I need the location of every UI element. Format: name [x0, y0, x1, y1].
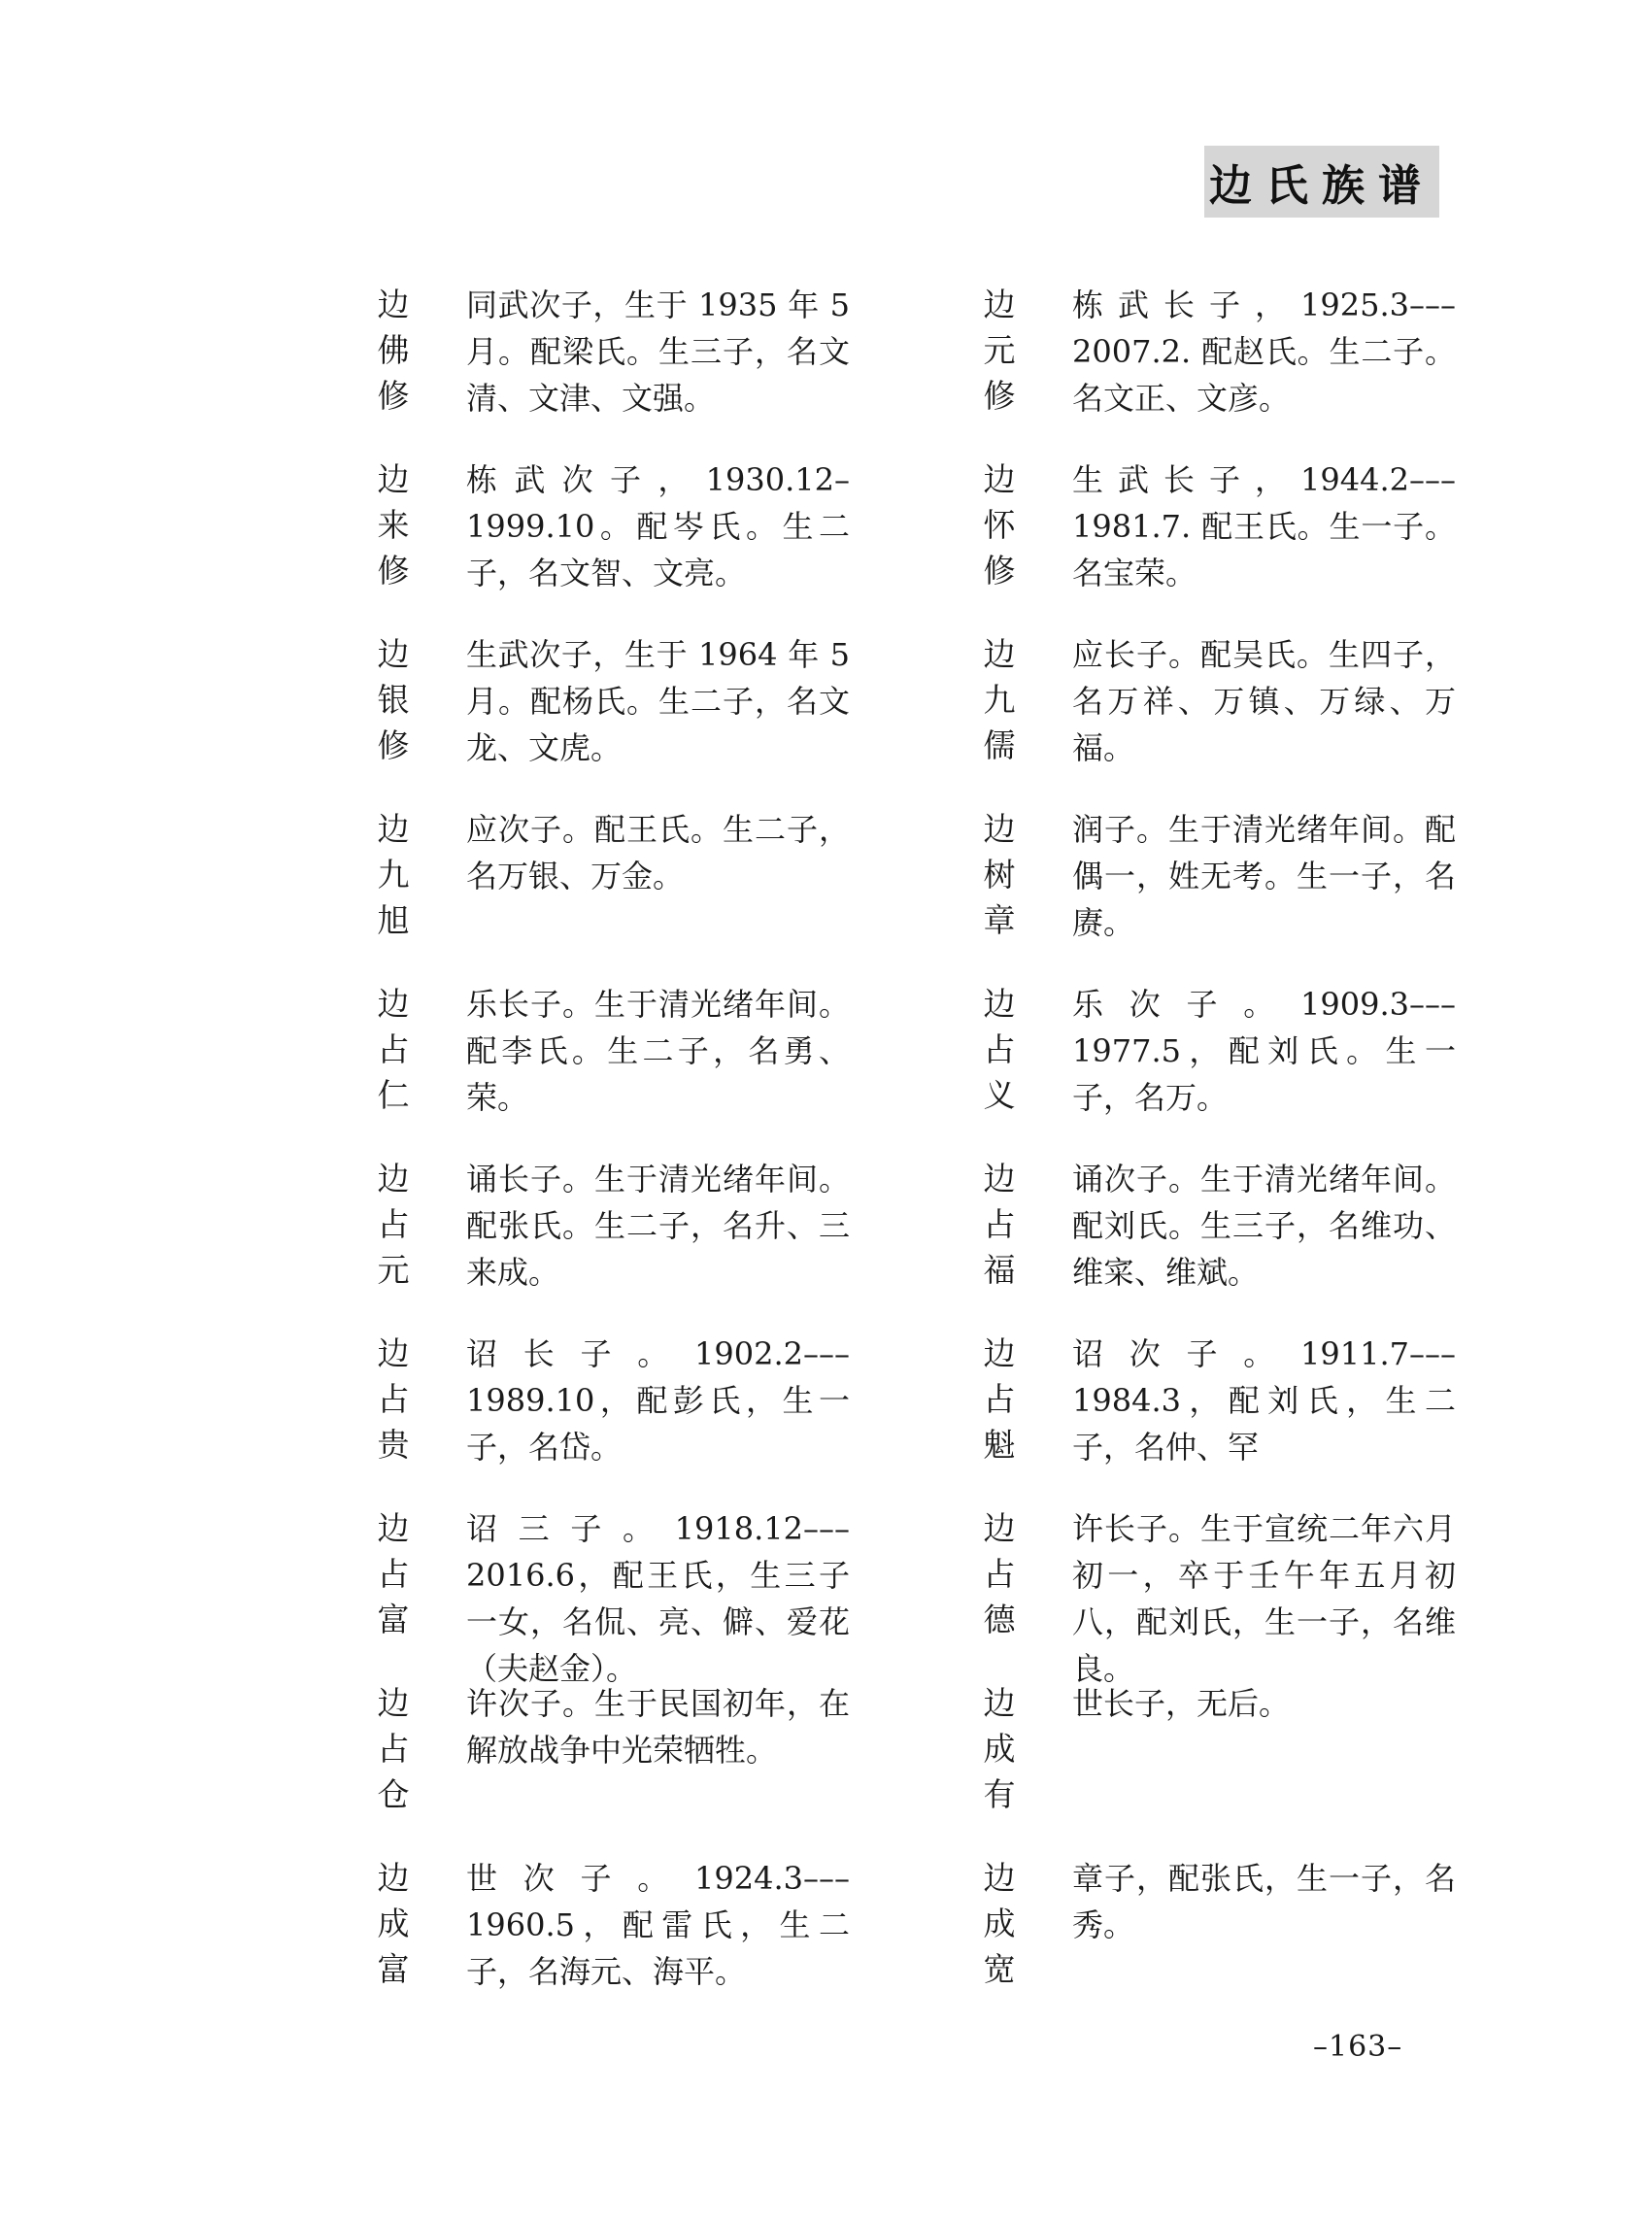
- genealogy-entry: [369, 806, 1078, 981]
- person-name: 边 占 仁: [377, 985, 410, 1114]
- person-name: 边 占 德: [983, 1509, 1016, 1638]
- person-name: 边 占 元: [377, 1160, 410, 1289]
- person-name: 边 占 贵: [377, 1334, 410, 1464]
- person-description: 世长子，无后。: [1072, 1685, 1291, 1722]
- person-name: 边 九 儒: [983, 635, 1016, 764]
- person-name: 边 占 魁: [983, 1334, 1016, 1464]
- genealogy-entry: [975, 282, 1652, 456]
- person-description: 许长子。生于宣统二年六月初一，卒于壬午年五月初八，配刘氏，生一子，名维良。: [1072, 1510, 1456, 1687]
- genealogy-entry: [975, 631, 1652, 806]
- genealogy-entry: [369, 1156, 1078, 1331]
- person-description: 诵长子。生于清光绪年间。配张氏。生二子，名升、三来成。: [466, 1161, 850, 1291]
- person-description: 栋武次子，1930.12–1999.10。配岑氏。生二子，名文智、文亮。: [466, 461, 850, 591]
- genealogy-entry: [975, 1331, 1652, 1505]
- person-description: 应长子。配吴氏。生四子，名万祥、万镇、万绿、万福。: [1072, 636, 1456, 766]
- person-name: 边 占 富: [377, 1509, 410, 1638]
- person-name: 边 占 义: [983, 985, 1016, 1114]
- genealogy-entry: [369, 1855, 1078, 2030]
- genealogy-entry: [975, 806, 1652, 981]
- header-banner: [1204, 146, 1439, 218]
- person-description: 许次子。生于民国初年，在解放战争中光荣牺牲。: [466, 1685, 850, 1769]
- person-name: 边 怀 修: [983, 460, 1016, 590]
- person-name: 边 佛 修: [377, 286, 410, 415]
- genealogy-entry: [975, 1505, 1652, 1687]
- person-description: 章子，配张氏，生一子，名秀。: [1072, 1860, 1456, 1943]
- person-name: 边 九 旭: [377, 810, 410, 939]
- person-name: 边 树 章: [983, 810, 1016, 939]
- genealogy-entry: [369, 631, 1078, 806]
- genealogy-entry: [369, 282, 1078, 456]
- person-description: 诏三子。1918.12–––2016.6，配王氏，生三子一女，名侃、亮、僻、爱花（夫赵金）。: [466, 1510, 850, 1687]
- person-name: 边 占 仓: [377, 1684, 410, 1813]
- genealogy-entry: [369, 456, 1078, 631]
- genealogy-entry: [975, 981, 1652, 1156]
- left-column: [369, 282, 1078, 2030]
- person-description: 乐长子。生于清光绪年间。配李氏。生二子，名勇、荣。: [466, 986, 850, 1116]
- genealogy-entry: [369, 1680, 1078, 1855]
- genealogy-entry: [369, 1505, 1078, 1687]
- genealogy-entry: [975, 1680, 1652, 1855]
- person-description: 应次子。配王氏。生二子，名万银、万金。: [466, 811, 850, 894]
- person-description: 诏次子。1911.7–––1984.3，配刘氏，生二子，名仲、罕: [1072, 1335, 1456, 1466]
- person-name: 边 成 富: [377, 1859, 410, 1988]
- person-name: 边 成 有: [983, 1684, 1016, 1813]
- genealogy-entry: [975, 456, 1652, 631]
- right-column: [975, 282, 1652, 2030]
- person-description: 世次子。1924.3–––1960.5，配雷氏，生二子，名海元、海平。: [466, 1860, 850, 1990]
- person-description: 生武次子，生于 1964 年 5 月。配杨氏。生二子，名文龙、文虎。: [466, 636, 850, 766]
- genealogy-entry: [369, 981, 1078, 1156]
- person-description: 乐次子。1909.3–––1977.5，配刘氏。生一子，名万。: [1072, 986, 1456, 1116]
- person-name: 边 元 修: [983, 286, 1016, 415]
- person-name: 边 成 宽: [983, 1859, 1016, 1988]
- person-description: 栋武长子，1925.3–––2007.2. 配赵氏。生二子。名文正、文彦。: [1072, 287, 1456, 417]
- person-description: 诵次子。生于清光绪年间。配刘氏。生三子，名维功、维寀、维斌。: [1072, 1161, 1456, 1291]
- page-number: –163–: [1313, 2030, 1403, 2064]
- genealogy-entry: [975, 1855, 1652, 2030]
- person-description: 润子。生于清光绪年间。配偶一，姓无考。生一子，名赓。: [1072, 811, 1456, 941]
- page-title: 边氏族谱: [1209, 161, 1434, 211]
- person-name: 边 来 修: [377, 460, 410, 590]
- genealogy-entry: [975, 1156, 1652, 1331]
- person-description: 诏长子。1902.2–––1989.10，配彭氏，生一子，名岱。: [466, 1335, 850, 1466]
- person-description: 生武长子，1944.2–––1981.7. 配王氏。生一子。名宝荣。: [1072, 461, 1456, 591]
- person-name: 边 银 修: [377, 635, 410, 764]
- person-description: 同武次子，生于 1935 年 5 月。配梁氏。生三子，名文清、文津、文强。: [466, 287, 850, 417]
- person-name: 边 占 福: [983, 1160, 1016, 1289]
- genealogy-entry: [369, 1331, 1078, 1505]
